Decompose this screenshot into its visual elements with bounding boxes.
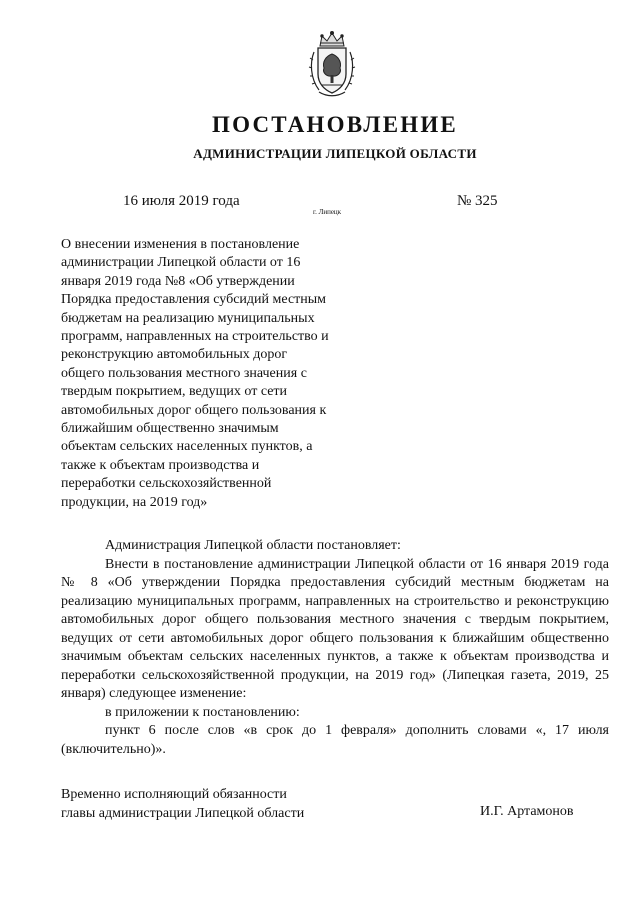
subject-line: продукции, на 2019 год» <box>61 494 208 510</box>
signer-name: И.Г. Артамонов <box>480 804 574 819</box>
subject-line: бюджетам на реализацию муниципальных <box>61 310 315 326</box>
subject-line: переработки сельскохозяйственной <box>61 476 272 492</box>
subject-line: твердым покрытием, ведущих от сети <box>61 384 288 400</box>
body-paragraph: Внести в постановление администрации Липецкой области от 16 января 2019 года № 8 «Об утверждении Порядка предоставления субсидий местным бюджетам на реализацию муниципальных программ, направленных на строительство и реконструкцию автомобильных дорог общего пользования местного значения с твердым покрытием, ведущих от сети автомобильных дорог общего пользования к ближайшим общественно значимым объектам сельских населенных пунктов, а также к объектам производства и переработки сельскохозяйственной продукции, на 2019 год» (Липецкая газета, 2019, 25 января) следующее изменение: <box>61 556 609 701</box>
document-subject <box>61 236 361 512</box>
document-number: № 325 <box>457 193 498 209</box>
subject-line: администрации Липецкой области от 16 <box>61 255 301 271</box>
document-body <box>61 537 609 759</box>
subject-line: января 2019 года №8 «Об утверждении <box>61 273 295 289</box>
subject-line: О внесении изменения в постановление <box>61 237 300 252</box>
signature-position-line: главы администрации Липецкой области <box>61 806 305 821</box>
document-subtitle: АДМИНИСТРАЦИИ ЛИПЕЦКОЙ ОБЛАСТИ <box>193 146 477 161</box>
body-paragraph: пункт 6 после слов «в срок до 1 февраля» дополнить словами «, 17 июля (включительно)». <box>61 723 609 757</box>
document-date: 16 июля 2019 года <box>123 193 240 209</box>
body-paragraph: Администрация Липецкой области постановляет: <box>105 538 401 553</box>
document-city: г. Липецк <box>313 208 342 216</box>
subject-line: Порядка предоставления субсидий местным <box>61 292 327 308</box>
document-title: ПОСТАНОВЛЕНИЕ <box>212 112 458 137</box>
subject-line: объектам сельских населенных пунктов, а <box>61 439 313 455</box>
subject-line: ближайшим общественно значимым <box>61 421 279 437</box>
signature-position-line: Временно исполняющий обязанности <box>61 787 287 802</box>
body-paragraph: в приложении к постановлению: <box>105 704 300 720</box>
subject-line: автомобильных дорог общего пользования к <box>61 402 327 418</box>
subject-line: программ, направленных на строительство и <box>61 329 329 345</box>
coat-of-arms-emblem <box>307 30 357 100</box>
subject-line: также к объектам производства и <box>61 457 260 473</box>
subject-line: общего пользования местного значения с <box>61 365 307 381</box>
subject-line: реконструкцию автомобильных дорог <box>61 347 288 363</box>
